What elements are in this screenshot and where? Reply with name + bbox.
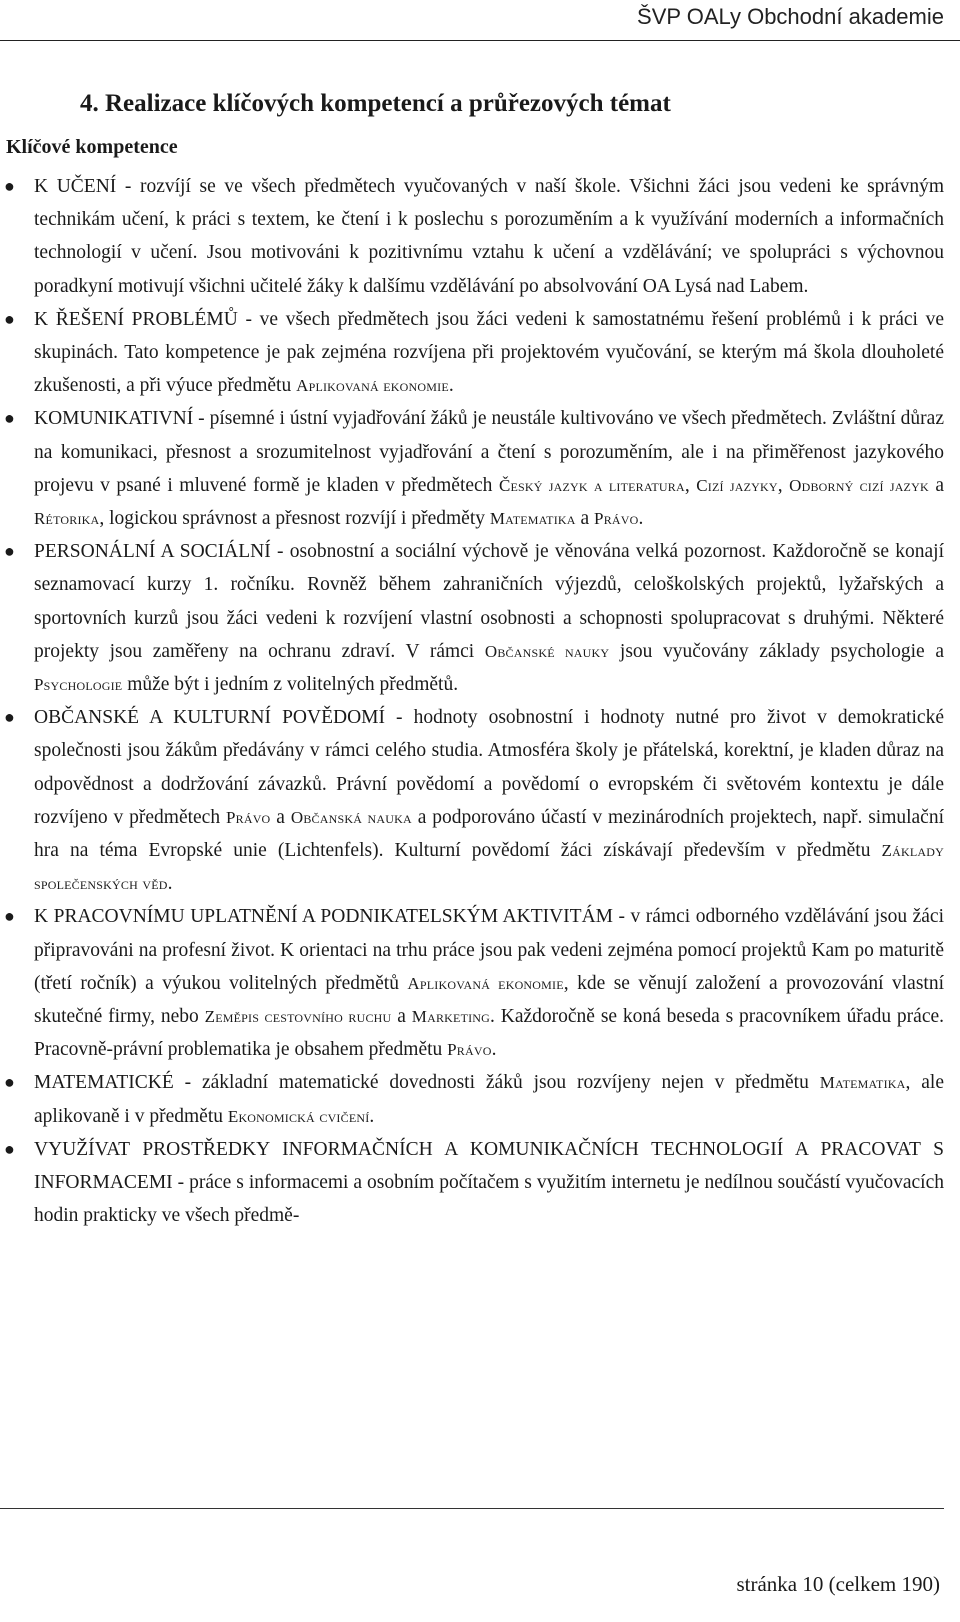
bullet-icon: ● bbox=[4, 308, 15, 329]
item-text: a bbox=[391, 1006, 412, 1028]
item-text: , ale aplikovaně i v předmětu bbox=[34, 1072, 944, 1127]
list-item bbox=[0, 1133, 944, 1233]
subject-name: Právo bbox=[594, 509, 639, 529]
header-divider bbox=[0, 40, 960, 41]
item-text: . bbox=[491, 1039, 497, 1061]
subject-name: Občanské nauky bbox=[484, 641, 610, 661]
list-item bbox=[0, 402, 944, 535]
item-text: jsou vyučovány základy psychologie a bbox=[609, 640, 944, 662]
bullet-icon: ● bbox=[4, 906, 15, 927]
item-text: . bbox=[167, 873, 173, 895]
item-text: KOMUNIKATIVNÍ - písemné i ústní vyjadřování žáků je neustále kultivováno ve všech předmětech. Zvláštní důraz na komunikaci, přesnost a srozumitelnost vyjadřování a čtení s porozuměním, ale i na přiměřenost jazykového projevu v psané i mluvené formě je kladen v předmětech bbox=[34, 408, 944, 496]
item-text: K ŘEŠENÍ PROBLÉMŮ - ve všech předmětech jsou žáci vedeni k samostatnému řešení problémů i k práci ve skupinách. Tato kompetence je pak zejména rozvíjena při projektovém vyučování, se kterým má škola dlouholeté zkušenosti, a při výuce předmětu bbox=[34, 308, 944, 397]
bullet-icon: ● bbox=[4, 1072, 15, 1093]
item-text: , bbox=[777, 474, 790, 496]
bullet-icon: ● bbox=[4, 1138, 15, 1159]
competence-list bbox=[0, 170, 944, 1233]
subject-name: Základy společenských věd bbox=[34, 841, 944, 894]
item-text: . bbox=[638, 508, 644, 530]
document-header-title: ŠVP OALy Obchodní akademie bbox=[637, 4, 944, 29]
subject-name: Rétorika bbox=[34, 509, 100, 529]
subject-name: Matematika bbox=[819, 1073, 906, 1093]
bullet-icon: ● bbox=[4, 541, 15, 562]
list-item bbox=[0, 701, 944, 900]
list-item bbox=[0, 170, 944, 303]
subject-name: Český jazyk a literatura bbox=[498, 475, 685, 495]
item-text: VYUŽÍVAT PROSTŘEDKY INFORMAČNÍCH A KOMUNIKAČNÍCH TECHNOLOGIÍ A PRACOVAT S INFORMACEMI - práce s informacemi a osobním počítačem s využitím internetu je nedílnou součástí vyučovacích hodin prakticky ve všech předmě- bbox=[34, 1138, 944, 1227]
list-item bbox=[0, 900, 944, 1066]
item-text: , bbox=[684, 474, 697, 496]
subject-name: Právo bbox=[447, 1040, 492, 1060]
item-text: K UČENÍ - rozvíjí se ve všech předmětech vyučovaných v naší škole. Všichni žáci jsou vedeni ke správným technikám učení, k práci s textem, ke čtení i k poslechu s porozuměním a k využívání moderních a informačních technologií v učení. Jsou motivováni k pozitivnímu vztahu k učení a vzdělávání; ve spolupráci s výchovnou poradkyní motivují všichni učitelé žáky k dalšímu vzdělávání po absolvování OA Lysá nad Labem. bbox=[34, 176, 944, 297]
bullet-icon: ● bbox=[4, 408, 15, 429]
section-title: 4. Realizace klíčových kompetencí a průřezových témat bbox=[80, 90, 671, 117]
item-text: a bbox=[928, 474, 945, 496]
subject-name: Aplikovaná ekonomie bbox=[407, 973, 564, 993]
list-item bbox=[0, 303, 944, 403]
item-text: , logickou správnost a přesnost rozvíjí i předměty bbox=[99, 508, 490, 530]
item-text: . bbox=[448, 375, 454, 397]
bullet-icon: ● bbox=[4, 176, 15, 196]
subject-name: Cizí jazyky bbox=[696, 475, 778, 495]
subject-name: Zeměpis cestovního ruchu bbox=[204, 1007, 392, 1027]
item-text: může být i jedním z volitelných předmětů. bbox=[122, 674, 459, 696]
item-text: PERSONÁLNÍ A SOCIÁLNÍ - osobnostní a sociální výchově je věnována velká pozornost. Každoročně se konají seznamovací kurzy 1. ročníku. Rovněž během zahraničních výjezdů, celoškolských projektů, lyžařských a sportovních kurzů jsou žáci vedeni k rozvíjení vlastní osobnosti a schopnosti spolupracovat s druhými. Některé projekty jsou zaměřeny na ochranu zdraví. V rámci bbox=[34, 541, 944, 662]
item-text: a podporováno účastí v mezinárodních projektech, např. simulační hra na téma Evropské unie (Lichtenfels). Kulturní povědomí žáci získávají především v předmětu bbox=[34, 806, 945, 862]
list-item bbox=[0, 1066, 944, 1132]
item-text: OBČANSKÉ A KULTURNÍ POVĚDOMÍ - hodnoty osobnostní i hodnoty nutné pro život v demokratické společnosti jsou žákům předávány v rámci celého studia. Atmosféra školy je přátelská, korektní, je kladen důraz na odpovědnost a dodržování závazků. Právní povědomí a povědomí o evropském či světovém kontextu je dále rozvíjeno v předmětech bbox=[34, 707, 944, 828]
list-item bbox=[0, 535, 944, 701]
subject-name: Odborný cizí jazyk bbox=[789, 475, 929, 495]
item-text: a bbox=[575, 508, 595, 530]
page-number: stránka 10 (celkem 190) bbox=[736, 1572, 940, 1596]
subject-name: Psychologie bbox=[34, 675, 123, 695]
item-text: . Každoročně se koná beseda s pracovníkem úřadu práce. Pracovně-právní problematika je obsahem předmětu bbox=[34, 1006, 945, 1061]
subject-name: Aplikovaná ekonomie bbox=[296, 376, 449, 396]
subject-name: Marketing bbox=[411, 1007, 491, 1027]
subject-name: Ekonomická cvičení bbox=[227, 1106, 370, 1126]
item-text: a bbox=[270, 806, 291, 828]
competence-list-container bbox=[0, 170, 944, 1233]
bullet-icon: ● bbox=[4, 707, 15, 728]
subject-name: Občanská nauka bbox=[290, 807, 412, 827]
section-subtitle: Klíčové kompetence bbox=[6, 136, 178, 158]
subject-name: Právo bbox=[225, 807, 271, 827]
footer-divider bbox=[0, 1508, 944, 1509]
item-text: K PRACOVNÍMU UPLATNĚNÍ A PODNIKATELSKÝM AKTIVITÁM - v rámci odborného vzdělávání jsou žáci připravováni na profesní život. K orientaci na trhu práce jsou pak vedeni zejména pomocí projektů Kam po maturitě (třetí ročník) a výukou volitelných předmětů bbox=[34, 906, 944, 994]
item-text: , kde se věnují založení a provozování vlastní skutečné firmy, nebo bbox=[34, 972, 944, 1028]
item-text: MATEMATICKÉ - základní matematické dovednosti žáků jsou rozvíjeny nejen v předmětu bbox=[34, 1072, 820, 1094]
subject-name: Matematika bbox=[489, 509, 576, 529]
item-text: . bbox=[369, 1105, 375, 1127]
